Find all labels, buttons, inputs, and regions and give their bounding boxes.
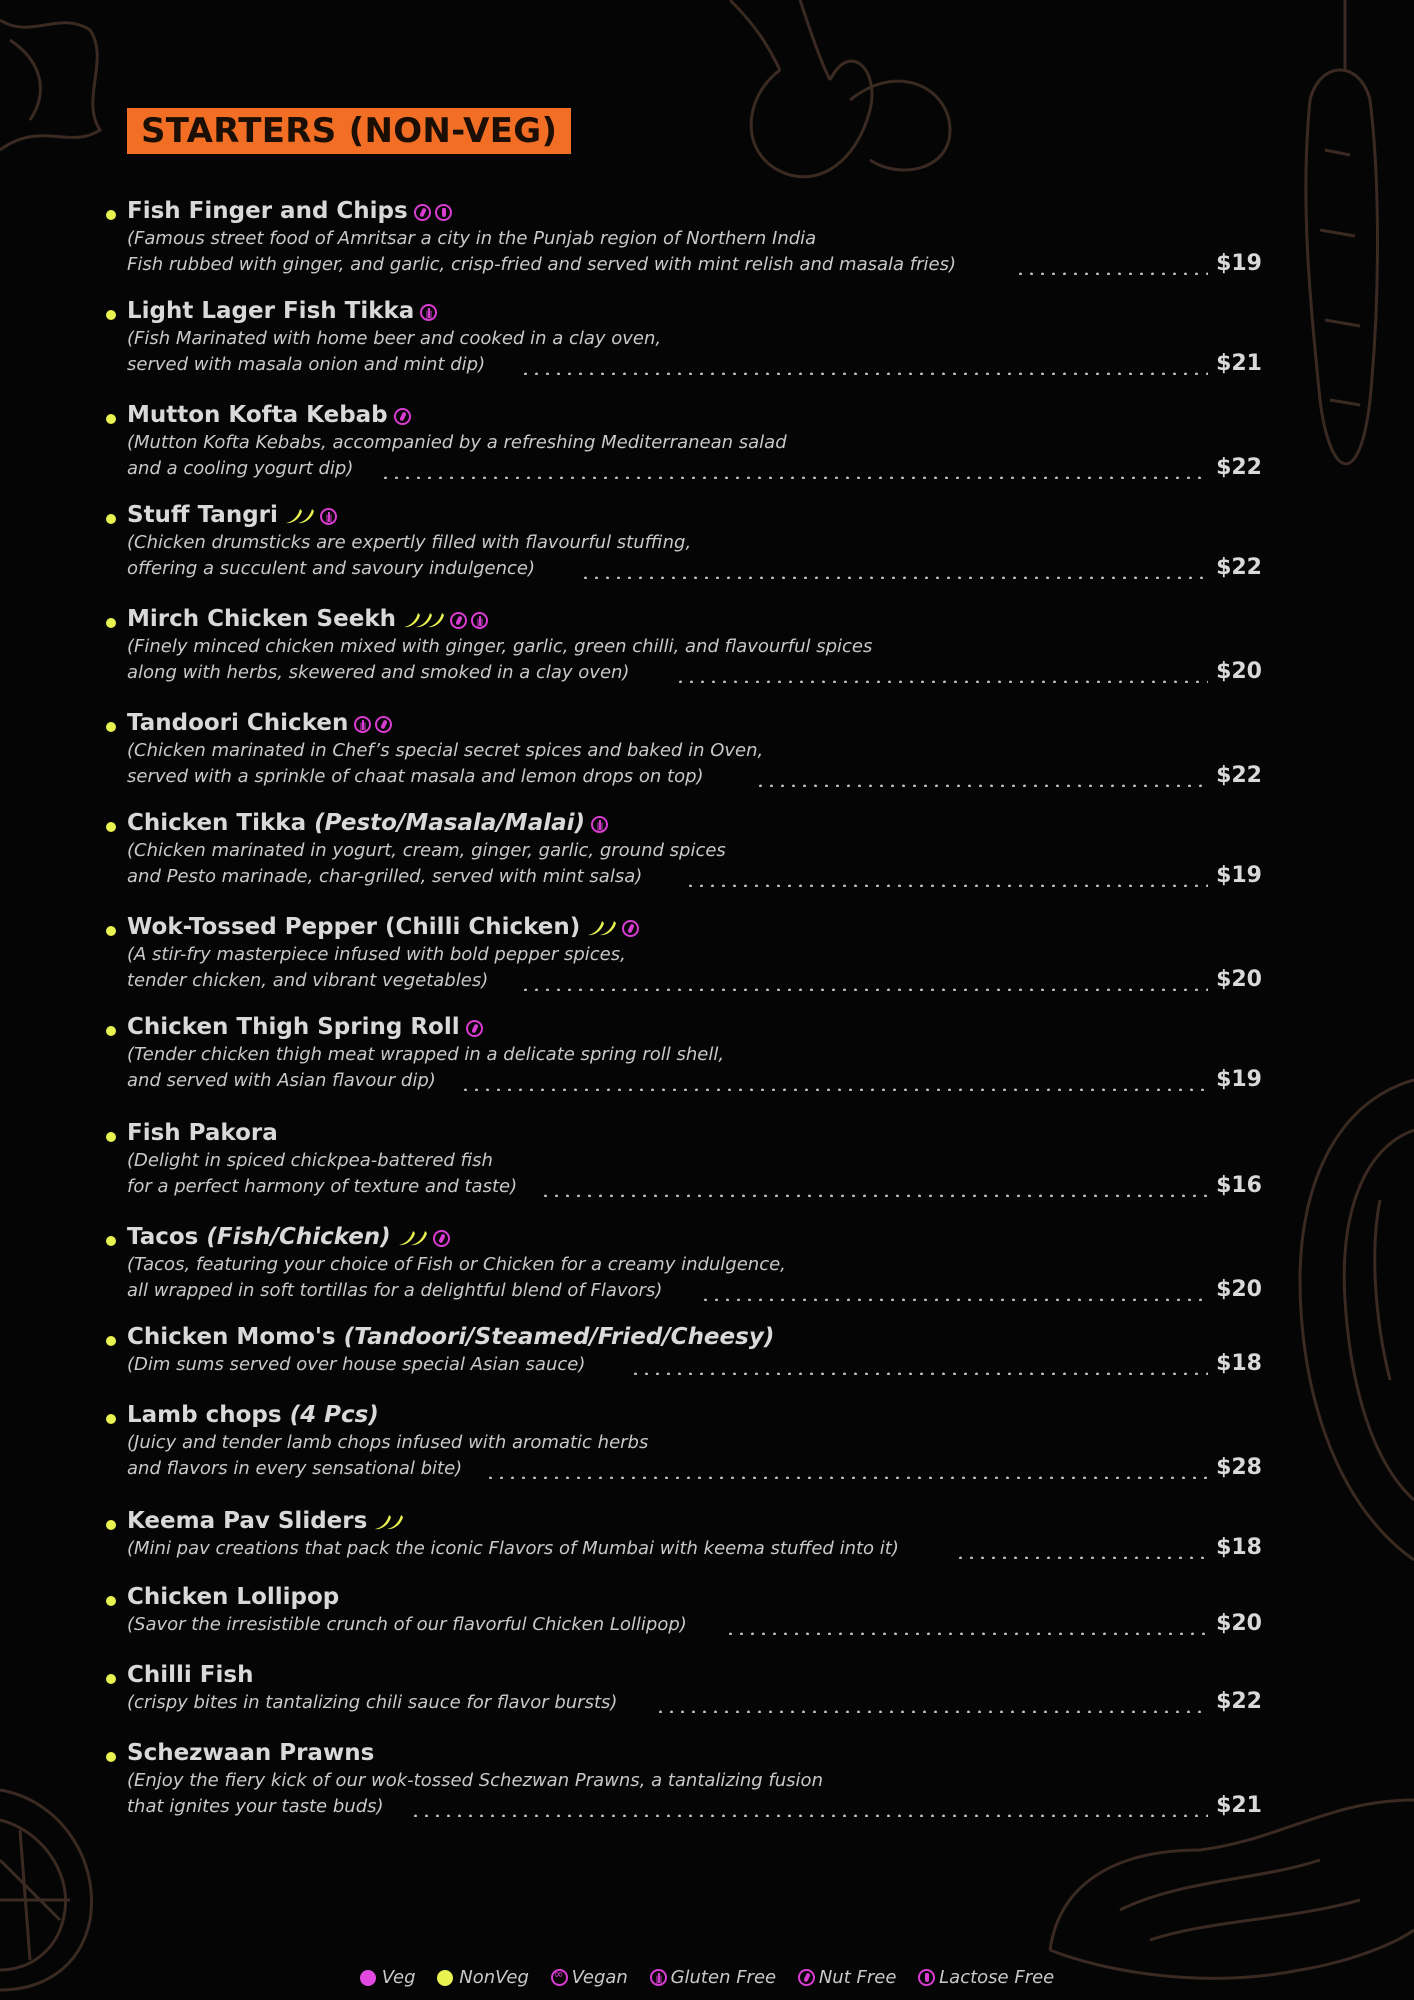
- item-name-text: Keema Pav Sliders: [127, 1508, 368, 1534]
- item-diet-icons: [373, 1507, 409, 1537]
- item-name-text: Mutton Kofta Kebab: [127, 402, 388, 428]
- item-price: $19: [1216, 1067, 1262, 1092]
- nonveg-bullet-icon: [106, 414, 116, 424]
- dot-leader: [685, 884, 1208, 887]
- nut-free-icon: [466, 1020, 483, 1037]
- item-variant: (Fish/Chicken): [206, 1224, 391, 1250]
- nut-free-icon: [433, 1230, 450, 1247]
- dot-leader: [1015, 272, 1208, 275]
- dot-leader: [630, 1372, 1208, 1375]
- gluten-free-icon: [420, 304, 437, 321]
- item-name: [127, 500, 341, 531]
- item-name-text: Stuff Tangri: [127, 502, 278, 528]
- nonveg-bullet-icon: [106, 618, 116, 628]
- item-name: [127, 1506, 409, 1537]
- item-name: [127, 1400, 379, 1430]
- item-description-line: (A stir-fry masterpiece infused with bold pepper spices,: [127, 944, 626, 965]
- item-diet-icons: [466, 1013, 487, 1043]
- item-price: $21: [1216, 1793, 1262, 1818]
- nonveg-bullet-icon: [106, 210, 116, 220]
- item-name: [127, 1738, 374, 1768]
- item-name: [127, 808, 612, 839]
- item-description: [127, 1536, 899, 1562]
- nut-free-icon: [798, 1969, 815, 1986]
- item-description-line: for a perfect harmony of texture and taste): [127, 1176, 518, 1197]
- item-name: [127, 1118, 278, 1148]
- item-price: $21: [1216, 351, 1262, 376]
- item-price: $22: [1216, 763, 1262, 788]
- item-price: $22: [1216, 1689, 1262, 1714]
- nut-free-icon: [414, 204, 431, 221]
- item-description-line: (Chicken marinated in Chef’s special secret spices and baked in Oven,: [127, 740, 764, 761]
- item-name: [127, 1222, 454, 1253]
- item-description: [127, 1430, 648, 1482]
- legend-veg-label: Veg: [381, 1966, 416, 1988]
- veg-dot-icon: [360, 1970, 376, 1986]
- item-description: [127, 838, 726, 890]
- item-diet-icons: [586, 913, 643, 943]
- item-description-line: and flavors in every sensational bite): [127, 1458, 463, 1479]
- item-diet-icons: [420, 297, 441, 327]
- section-title: STARTERS (NON-VEG): [127, 108, 571, 154]
- legend-veg: [360, 1967, 416, 1988]
- item-diet-icons: [394, 401, 415, 431]
- item-price: $18: [1216, 1351, 1262, 1376]
- item-diet-icons: [591, 809, 612, 839]
- nonveg-bullet-icon: [106, 822, 116, 832]
- item-name: [127, 1012, 487, 1043]
- item-description: [127, 430, 787, 482]
- item-price: $22: [1216, 555, 1262, 580]
- item-name: [127, 1322, 774, 1352]
- item-price: $28: [1216, 1455, 1262, 1480]
- nut-free-icon: [450, 612, 467, 629]
- nut-free-icon: [622, 920, 639, 937]
- item-description-line: and a cooling yogurt dip): [127, 458, 354, 479]
- vegan-icon: [551, 1969, 568, 1986]
- item-name: [127, 604, 492, 635]
- item-description-line: (Tacos, featuring your choice of Fish or Chicken for a creamy indulgence,: [127, 1254, 786, 1275]
- item-description-line: (Fish Marinated with home beer and cooked in a clay oven,: [127, 328, 662, 349]
- item-description-line: and Pesto marinade, char-grilled, served with mint salsa): [127, 866, 643, 887]
- item-name-text: Chilli Fish: [127, 1662, 254, 1688]
- item-description-line: (Chicken drumsticks are expertly filled with flavourful stuffing,: [127, 532, 692, 553]
- item-description-line: that ignites your taste buds): [127, 1796, 384, 1817]
- item-description: [127, 1690, 617, 1716]
- legend-nut-free: [798, 1967, 897, 1988]
- nonveg-dot-icon: [437, 1970, 453, 1986]
- item-name-text: Tacos: [127, 1224, 199, 1250]
- item-name-text: Tandoori Chicken: [127, 710, 349, 736]
- nut-free-icon: [394, 408, 411, 425]
- item-diet-icons: [284, 501, 341, 531]
- gluten-free-icon: [591, 816, 608, 833]
- legend-lactose-free-label: Lactose Free: [939, 1966, 1055, 1988]
- item-description-line: (crispy bites in tantalizing chili sauce for flavor bursts): [127, 1692, 618, 1713]
- item-description-line: (Enjoy the fiery kick of our wok-tossed Schezwan Prawns, a tantalizing fusion: [127, 1770, 823, 1791]
- legend-nonveg-label: NonVeg: [459, 1966, 529, 1988]
- item-name-text: Light Lager Fish Tikka: [127, 298, 415, 324]
- item-description-line: (Chicken marinated in yogurt, cream, ginger, garlic, ground spices: [127, 840, 726, 861]
- nonveg-bullet-icon: [106, 1520, 116, 1530]
- item-description-line: and served with Asian flavour dip): [127, 1070, 436, 1091]
- item-diet-icons: [414, 197, 456, 227]
- gluten-free-icon: [471, 612, 488, 629]
- item-name-text: Mirch Chicken Seekh: [127, 606, 396, 632]
- item-name: [127, 1582, 339, 1612]
- nonveg-bullet-icon: [106, 310, 116, 320]
- item-description: [127, 1612, 687, 1638]
- dot-leader: [540, 1194, 1208, 1197]
- item-description: [127, 1252, 786, 1304]
- spicy-chili-icon: [284, 507, 316, 525]
- spicy-chili-icon: [397, 1229, 429, 1247]
- nonveg-bullet-icon: [106, 1336, 116, 1346]
- gluten-free-icon: [650, 1969, 667, 1986]
- item-description-line: (Tender chicken thigh meat wrapped in a delicate spring roll shell,: [127, 1044, 725, 1065]
- item-description-line: (Savor the irresistible crunch of our flavorful Chicken Lollipop): [127, 1614, 687, 1635]
- item-description: [127, 942, 626, 994]
- nonveg-bullet-icon: [106, 1132, 116, 1142]
- item-description-line: along with herbs, skewered and smoked in a clay oven): [127, 662, 630, 683]
- dot-leader: [700, 1298, 1208, 1301]
- item-description-line: tender chicken, and vibrant vegetables): [127, 970, 489, 991]
- dot-leader: [675, 680, 1208, 683]
- item-description-line: (Finely minced chicken mixed with ginger, garlic, green chilli, and flavourful spices: [127, 636, 873, 657]
- item-price: $20: [1216, 967, 1262, 992]
- dot-leader: [460, 1088, 1208, 1091]
- dot-leader: [725, 1632, 1208, 1635]
- item-name-text: Chicken Tikka: [127, 810, 307, 836]
- item-price: $20: [1216, 659, 1262, 684]
- item-name-text: Chicken Momo's: [127, 1324, 336, 1350]
- item-description-line: served with masala onion and mint dip): [127, 354, 486, 375]
- nonveg-bullet-icon: [106, 1414, 116, 1424]
- nonveg-bullet-icon: [106, 514, 116, 524]
- lactose-free-icon: [918, 1969, 935, 1986]
- dot-leader: [755, 784, 1208, 787]
- item-description-line: Fish rubbed with ginger, and garlic, crisp-fried and served with mint relish and masala fries): [127, 254, 956, 275]
- item-description: [127, 1768, 823, 1820]
- item-description: [127, 1352, 585, 1378]
- item-description: [127, 226, 956, 278]
- item-name: [127, 708, 396, 739]
- item-name-text: Lamb chops: [127, 1402, 282, 1428]
- item-name: [127, 196, 456, 227]
- item-price: $20: [1216, 1277, 1262, 1302]
- legend-gluten-free: [650, 1967, 777, 1988]
- legend-vegan: [551, 1967, 628, 1988]
- gluten-free-icon: [354, 716, 371, 733]
- item-variant: (Pesto/Masala/Malai): [314, 810, 586, 836]
- item-name: [127, 912, 643, 943]
- item-diet-icons: [402, 605, 492, 635]
- item-name-text: Schezwaan Prawns: [127, 1740, 375, 1766]
- item-name: [127, 296, 441, 327]
- dot-leader: [655, 1710, 1208, 1713]
- item-price: $19: [1216, 251, 1262, 276]
- section-header: [127, 108, 571, 154]
- legend-nonveg: [437, 1967, 529, 1988]
- dot-leader: [580, 576, 1208, 579]
- dot-leader: [485, 1476, 1208, 1479]
- item-description-line: (Mini pav creations that pack the iconic Flavors of Mumbai with keema stuffed into it): [127, 1538, 899, 1559]
- nonveg-bullet-icon: [106, 1026, 116, 1036]
- item-variant: (Tandoori/Steamed/Fried/Cheesy): [343, 1324, 775, 1350]
- nonveg-bullet-icon: [106, 1596, 116, 1606]
- item-name: [127, 400, 415, 431]
- item-price: $16: [1216, 1173, 1262, 1198]
- dot-leader: [380, 476, 1208, 479]
- item-price: $19: [1216, 863, 1262, 888]
- item-description: [127, 1042, 724, 1094]
- item-name-text: Wok-Tossed Pepper (Chilli Chicken): [127, 914, 581, 940]
- item-description-line: served with a sprinkle of chaat masala and lemon drops on top): [127, 766, 704, 787]
- item-description: [127, 326, 661, 378]
- item-price: $20: [1216, 1611, 1262, 1636]
- item-name-text: Chicken Thigh Spring Roll: [127, 1014, 460, 1040]
- item-description: [127, 530, 691, 582]
- item-description-line: (Delight in spiced chickpea-battered fish: [127, 1150, 493, 1171]
- item-variant: (4 Pcs): [289, 1402, 379, 1428]
- item-name-text: Fish Finger and Chips: [127, 198, 408, 224]
- nonveg-bullet-icon: [106, 1236, 116, 1246]
- spicy-chili-icon: [402, 611, 446, 629]
- dot-leader: [410, 1814, 1208, 1817]
- item-description-line: (Dim sums served over house special Asian sauce): [127, 1354, 586, 1375]
- item-description: [127, 738, 763, 790]
- nut-free-icon: [375, 716, 392, 733]
- item-description: [127, 634, 872, 686]
- item-description-line: all wrapped in soft tortillas for a delightful blend of Flavors): [127, 1280, 663, 1301]
- legend-nut-free-label: Nut Free: [818, 1966, 897, 1988]
- item-name: [127, 1660, 253, 1690]
- item-description: [127, 1148, 517, 1200]
- dot-leader: [955, 1556, 1208, 1559]
- item-price: $22: [1216, 455, 1262, 480]
- item-name-text: Chicken Lollipop: [127, 1584, 340, 1610]
- nonveg-bullet-icon: [106, 1752, 116, 1762]
- nonveg-bullet-icon: [106, 926, 116, 936]
- nonveg-bullet-icon: [106, 1674, 116, 1684]
- item-description-line: (Mutton Kofta Kebabs, accompanied by a refreshing Mediterranean salad: [127, 432, 787, 453]
- legend-lactose-free: [918, 1967, 1054, 1988]
- item-description-line: (Juicy and tender lamb chops infused with aromatic herbs: [127, 1432, 649, 1453]
- nonveg-bullet-icon: [106, 722, 116, 732]
- lactose-free-icon: [435, 204, 452, 221]
- spicy-chili-icon: [586, 919, 618, 937]
- item-description-line: (Famous street food of Amritsar a city in the Punjab region of Northern India: [127, 228, 817, 249]
- legend-gluten-free-label: Gluten Free: [670, 1966, 777, 1988]
- item-description-line: offering a succulent and savoury indulgence): [127, 558, 536, 579]
- item-diet-icons: [354, 709, 396, 739]
- item-name-text: Fish Pakora: [127, 1120, 278, 1146]
- dot-leader: [520, 988, 1208, 991]
- item-price: $18: [1216, 1535, 1262, 1560]
- legend-vegan-label: Vegan: [571, 1966, 628, 1988]
- diet-legend: [0, 1966, 1414, 1988]
- spicy-chili-icon: [373, 1513, 405, 1531]
- item-diet-icons: [397, 1223, 454, 1253]
- dot-leader: [520, 372, 1208, 375]
- gluten-free-icon: [320, 508, 337, 525]
